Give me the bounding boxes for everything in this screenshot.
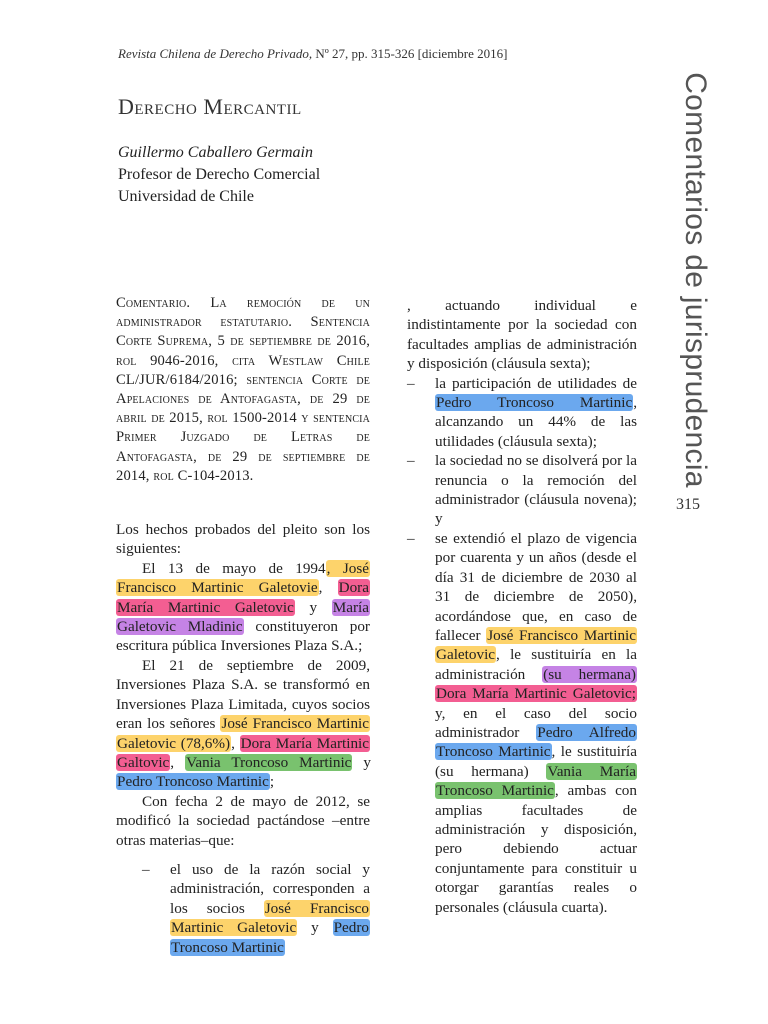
highlight-yellow: , José Francisco Martinic Galetovie — [117, 559, 369, 597]
list-item: – el uso de la razón social y administración, corresponden a los socios José Francisco Martinic Galetovic y Pedro Troncoso Martinic — [142, 860, 370, 956]
author-position: Profesor de Derecho Comercial — [118, 166, 321, 183]
highlight-purple: María Galetovic Mladinic — [117, 598, 369, 636]
author-institution: Universidad de Chile — [118, 188, 254, 205]
dash-bullet: – — [407, 529, 415, 547]
highlight-yellow: José Francisco Martinic Galetovic — [436, 626, 636, 664]
highlight-blue: Pedro Troncoso Martinic — [117, 773, 269, 791]
highlight-green: Vania Troncoso Martinic — [186, 753, 352, 771]
left-column — [116, 294, 370, 957]
highlight-yellow: José Francisco Martinic Galetovic — [171, 899, 369, 937]
highlight-blue: Pedro Alfredo Troncoso Martinic — [436, 723, 636, 761]
list-item: – se extendió el plazo de vigencia por cuarenta y un años (desde el día 31 de diciembre de 2030 al 31 de diciembre de 2050), acordándose que, en caso de fallecer José Francisco Martinic Galetovic, le sustituiría en la administración (su hermana) Dora María Martinic Galetovic; y, en el caso del socio administrador Pedro Alfredo Troncoso Martinic, le sustituiría (su hermana) Vania María Troncoso Martinic, ambas con amplias facultades de administración y disposición, pero debiendo actuar conjuntamente para constituir u otorgar garantías reales o personales (cláusula cuarta). — [407, 529, 637, 916]
dash-bullet: – — [407, 452, 415, 470]
dash-bullet: – — [142, 860, 150, 878]
list-item: – la sociedad no se disolverá por la renuncia o la remoción del administrador (cláusula novena); y — [407, 452, 637, 528]
highlight-pink: Dora María Martinic Galtovic — [117, 734, 369, 771]
highlight-pink: Dora María Martinic Galetovic — [117, 579, 369, 616]
highlight-pink: Dora María Martinic Galetovic; — [436, 685, 636, 703]
journal-issue: Nº 27, pp. 315-326 [diciembre 2016] — [315, 46, 508, 61]
journal-citation — [118, 46, 508, 62]
section-title: Derecho Mercantil — [118, 94, 302, 119]
author-name: Guillermo Caballero Germain — [118, 144, 313, 161]
right-column — [407, 296, 637, 917]
journal-name: Revista Chilena de Derecho Privado, — [118, 46, 313, 61]
highlight-blue: Pedro Troncoso Martinic — [436, 394, 633, 412]
highlight-yellow: José Francisco Martinic Galetovic (78,6%) — [117, 715, 370, 752]
paragraph-1994: El 13 de mayo de 1994, José Francisco Martinic Galetovie, Dora María Martinic Galetovic y María Galetovic Mladinic constituyeron por escritura pública Inversiones Plaza S.A.; — [116, 559, 370, 655]
paragraph-2009: El 21 de septiembre de 2009, Inversiones Plaza S.A. se transformó en Inversiones Plaza Limitada, cuyos socios eran los señores José Francisco Martinic Galetovic (78,6%), Dora María Martinic Galtovic, Vania Troncoso Martinic y Pedro Troncoso Martinic; — [116, 656, 371, 791]
highlight-blue: Pedro Troncoso Martinic — [171, 919, 369, 956]
highlight-purple: (su hermana) — [543, 665, 636, 683]
comment-heading: Comentario. La remoción de un administrador estatutario. Sentencia Corte Suprema, 5 de septiembre de 2016, rol 9046-2016, cita Westlaw Chile CL/JUR/6184/2016; sentencia Corte de Apelaciones de Antofagasta, de 29 de abril de 2015, rol 1500-2014 y sentencia Primer Juzgado de Letras de Antofagasta, de 29 de septiembre de 2014, rol C-104-2013. — [116, 295, 370, 484]
author-block — [118, 142, 320, 208]
page-number: 315 — [676, 496, 700, 513]
section-side-title: Comentarios de jurisprudencia — [679, 72, 712, 488]
dash-bullet: – — [407, 374, 415, 392]
list-item-continuation: , actuando individual e indistintamente por la sociedad con facultades amplias de administración y disposición (cláusula sexta); — [407, 297, 637, 373]
list-item: – la participación de utilidades de Pedro Troncoso Martinic, alcanzando un 44% de las utilidades (cláusula sexta); — [407, 374, 637, 450]
intro-paragraph: Los hechos probados del pleito son los siguientes: — [116, 521, 370, 558]
highlight-green: Vania María Troncoso Martinic — [436, 762, 636, 800]
paragraph-2012: Con fecha 2 de mayo de 2012, se modificó la sociedad pactándose –entre otras materias–que: — [116, 792, 370, 849]
